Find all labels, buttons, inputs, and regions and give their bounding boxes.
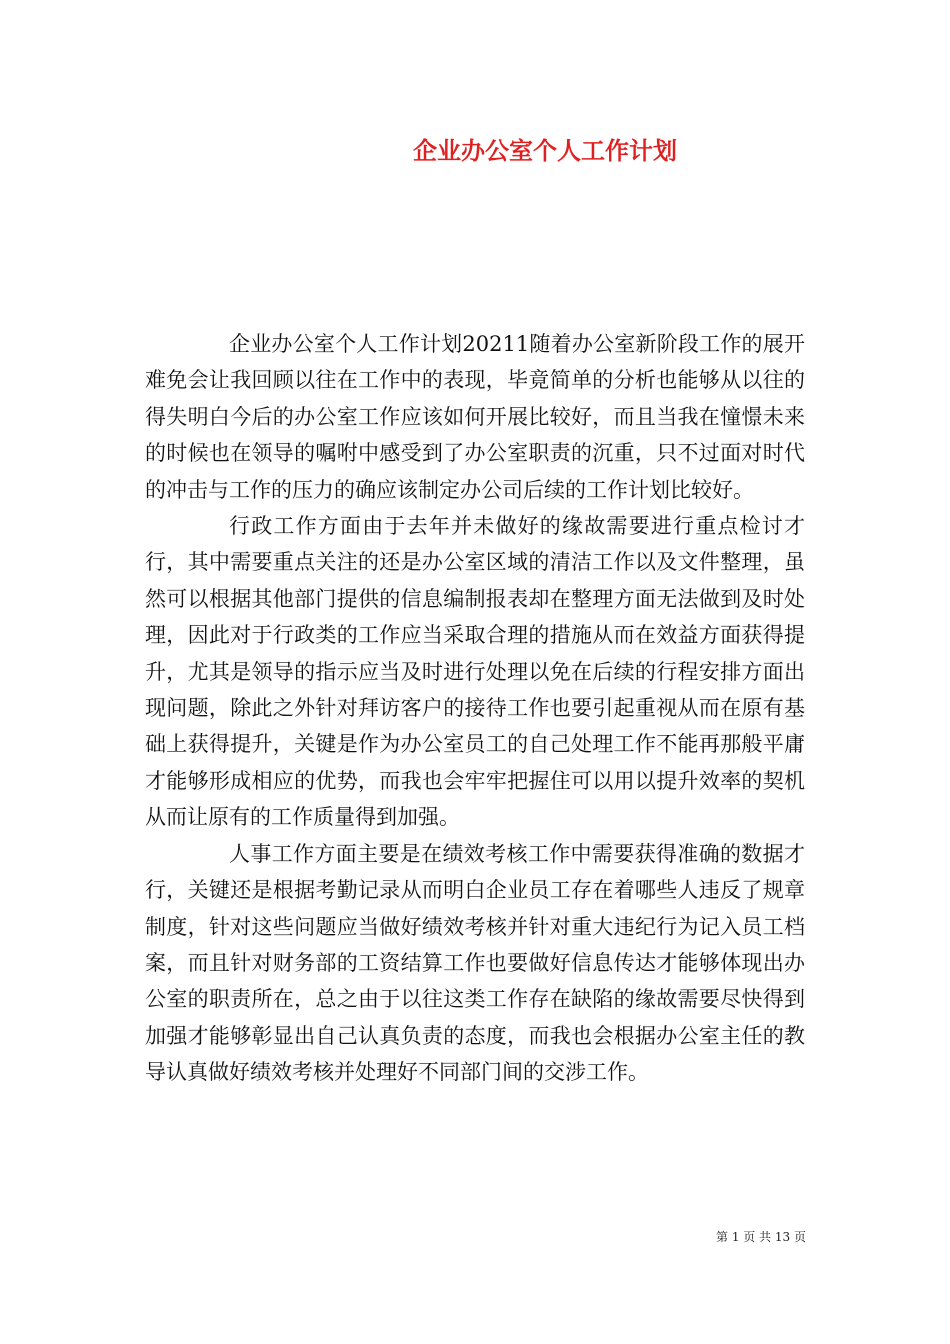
- paragraph-administration: 行政工作方面由于去年并未做好的缘故需要进行重点检讨才行，其中需要重点关注的还是办公室区域的清洁工作以及文件整理，虽然可以根据其他部门提供的信息编制报表却在整理方面无法做到及时处理，因此对于行政类的工作应当采取合理的措施从而在效益方面获得提升，尤其是领导的指示应当及时进行处理以免在后续的行程安排方面出现问题，除此之外针对拜访客户的接待工作也要引起重视从而在原有基础上获得提升，关键是作为办公室员工的自己处理工作不能再那般平庸才能够形成相应的优势，而我也会牢牢把握住可以用以提升效率的契机从而让原有的工作质量得到加强。: [145, 514, 805, 830]
- document-body: [145, 326, 805, 1091]
- page-number-footer: 第 1 页 共 13 页: [716, 1230, 806, 1244]
- paragraph-intro: 企业办公室个人工作计划20211随着办公室新阶段工作的展开难免会让我回顾以往在工作中的表现，毕竟简单的分析也能够从以往的得失明白今后的办公室工作应该如何开展比较好，而且当我在憧憬未来的时候也在领导的嘱咐中感受到了办公室职责的沉重，只不过面对时代的冲击与工作的压力的确应该制定办公司后续的工作计划比较好。: [145, 332, 805, 502]
- document-title: 企业办公室个人工作计划: [413, 136, 677, 165]
- paragraph-personnel: 人事工作方面主要是在绩效考核工作中需要获得准确的数据才行，关键还是根据考勤记录从而明白企业员工存在着哪些人违反了规章制度，针对这些问题应当做好绩效考核并针对重大违纪行为记入员工档案，而且针对财务部的工资结算工作也要做好信息传达才能够体现出办公室的职责所在，总之由于以往这类工作存在缺陷的缘故需要尽快得到加强才能够彰显出自己认真负责的态度，而我也会根据办公室主任的教导认真做好绩效考核并处理好不同部门间的交涉工作。: [145, 841, 805, 1085]
